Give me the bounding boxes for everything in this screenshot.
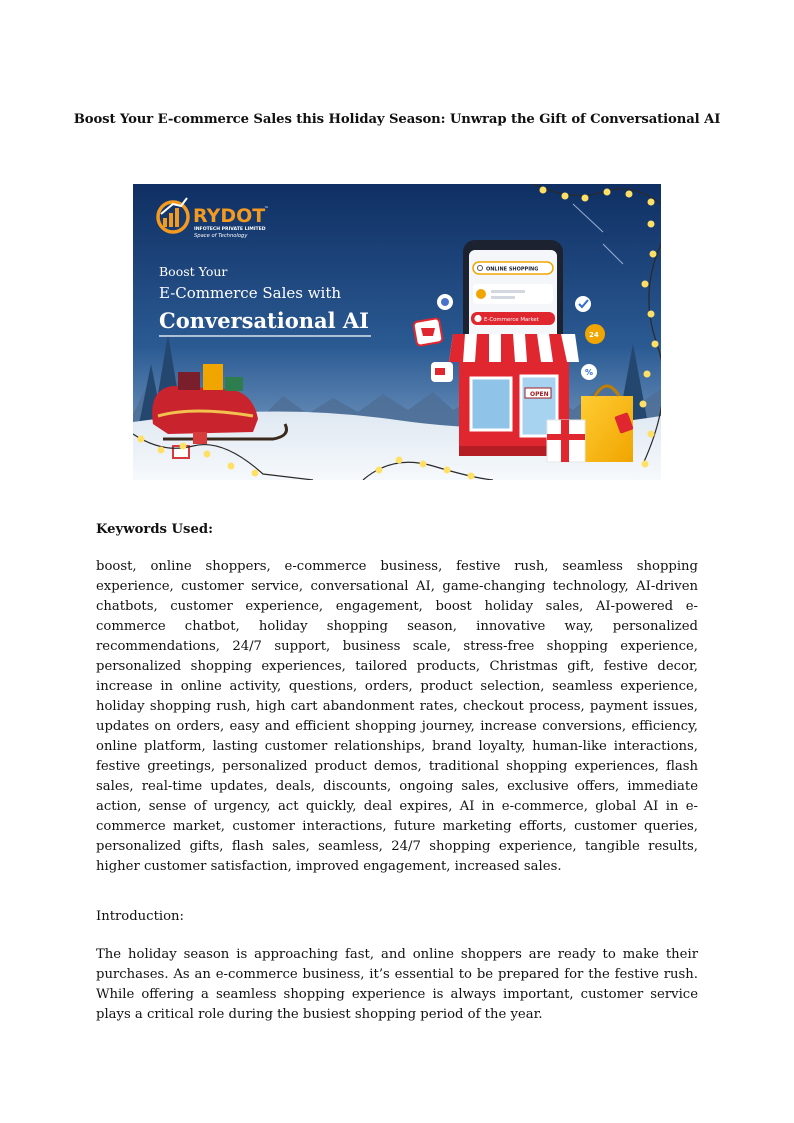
- logo-company: INFOTECH PRIVATE LIMITED: [194, 227, 266, 232]
- discount-badge-label: %: [585, 368, 594, 377]
- checkmark-icon: [474, 315, 481, 322]
- support-24-label: 24: [589, 331, 599, 339]
- logo-trademark: ™: [264, 206, 269, 212]
- logo-tagline: Space of Technology: [194, 233, 248, 239]
- verified-check-icon: [575, 296, 591, 312]
- hero-banner-image: [133, 184, 661, 480]
- shop-open-sign-text: OPEN: [530, 391, 549, 398]
- banner-headline-line3: Conversational AI: [159, 308, 370, 333]
- document-title: Boost Your E-commerce Sales this Holiday Season: Unwrap the Gift of Conversational AI: [73, 112, 721, 127]
- shop-window: [471, 378, 511, 430]
- introduction-paragraph: The holiday season is approaching fast, and online shoppers are ready to make their purchases. As an e-commerce business, it’s essential to be prepared for the festive rush. While offering a seamless shopping experience is always important, customer service plays a critical role during the busiest shopping period of the year.: [96, 947, 698, 1022]
- keywords-heading: Keywords Used:: [96, 522, 213, 537]
- phone-market-label: E-Commerce Market: [484, 317, 539, 323]
- banner-headline-line2: E-Commerce Sales with: [159, 284, 342, 302]
- banner-headline-line1: Boost Your: [159, 264, 228, 279]
- phone-search-label: ONLINE SHOPPING: [486, 266, 539, 273]
- logo-name: RYDOT: [193, 205, 266, 227]
- introduction-heading: Introduction:: [96, 909, 184, 924]
- keywords-paragraph: boost, online shoppers, e-commerce business, festive rush, seamless shopping experience, customer service, conversational AI, game-changing technology, AI-driven chatbots, customer experience, engagement, boost holiday sales, AI-powered e-commerce chatbot, holiday shopping season, innovative way, personalized recommendations, 24/7 support, business scale, stress-free shopping experience, personalized shopping experiences, tailored products, Christmas gift, festive decor, increase in online activity, questions, orders, product selection, seamless experience, holiday shopping rush, high cart abandonment rates, checkout process, payment issues, updates on orders, easy and efficient shopping journey, increase conversions, efficiency, online platform, lasting customer relationships, brand loyalty, human-like interactions, festive greetings, personalized product demos, traditional shopping experiences, flash sales, real-time updates, deals, discounts, ongoing sales, exclusive offers, immediate action, sense of urgency, act quickly, deal expires, AI in e-commerce, global AI in e-commerce market, customer interactions, future marketing efforts, customer queries, personalized gifts, flash sales, seamless, 24/7 shopping experience, tangible results, higher customer satisfaction, improved engagement, increased sales.: [96, 559, 698, 874]
